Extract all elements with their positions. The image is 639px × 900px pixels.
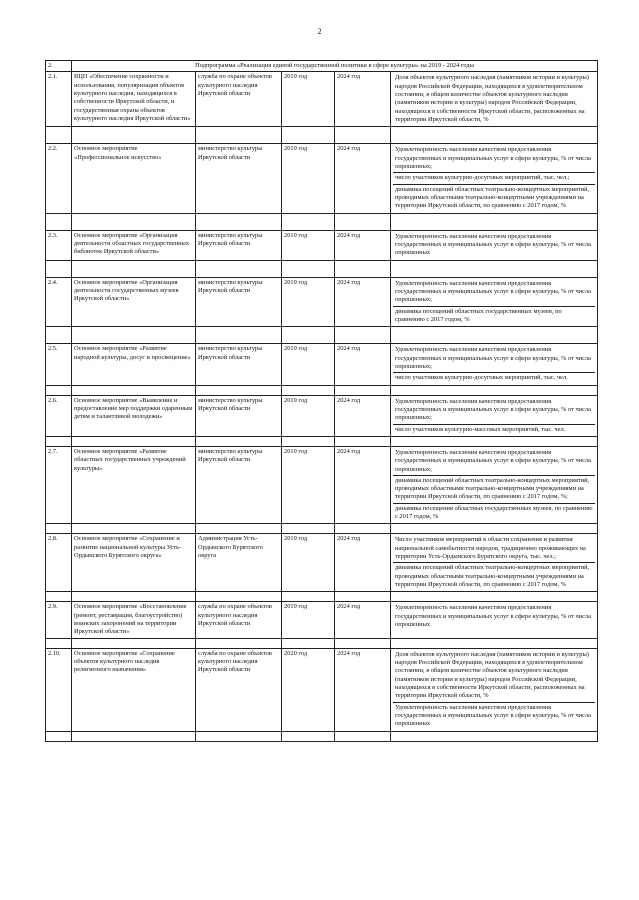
row-number: 2.1. xyxy=(46,72,72,127)
end-year: 2024 год xyxy=(335,648,391,731)
measure-name: Основное мероприятие «Восстановление (ремонт, реставрация, благоустройство) воинских захоронений на территории Иркутской области» xyxy=(72,602,196,638)
indicator-item: динамика посещений областных государственных музеев, по сравнению с 2017 годом, % xyxy=(393,306,595,326)
row-number: 2.3. xyxy=(46,230,72,260)
executor: служба по охране объектов культурного наследия Иркутской области xyxy=(196,72,282,127)
end-year: 2024 год xyxy=(335,277,391,327)
executor: министерство культуры Иркутской области xyxy=(196,230,282,260)
row-number: 2.7. xyxy=(46,446,72,524)
row-number: 2.10. xyxy=(46,648,72,731)
row-spacer xyxy=(46,127,598,144)
indicator-item: число участников культурно-досуговых мероприятий, тыс. чел. xyxy=(393,372,595,383)
indicator-item: Удовлетворенность населения качеством предоставления государственных и муниципальных услуг в сфере культуры, % от числа опрошенных; xyxy=(395,279,591,304)
row-number: 2.2. xyxy=(46,144,72,213)
indicator-item: Удовлетворенность населения качеством предоставления государственных и муниципальных услуг в сфере культуры, % от числа опрошенных xyxy=(393,702,595,730)
row-spacer xyxy=(46,592,598,602)
indicator-item: динамика посещений областных театрально-концертных мероприятий, проводимых областными театрально-концертными учреждениями на территории Иркутской области, по сравнению с 2017 годом, % xyxy=(393,562,595,590)
row-number: 2.8. xyxy=(46,534,72,592)
program-table xyxy=(45,60,598,742)
start-year: 2019 год xyxy=(282,72,335,127)
start-year: 2019 год xyxy=(282,446,335,524)
indicators-cell xyxy=(391,144,598,213)
subprogram-header-row xyxy=(46,61,598,72)
page-number: 2 xyxy=(317,27,322,36)
indicator-item: Удовлетворенность населения качеством предоставления государственных и муниципальных услуг в сфере культуры, % от числа опрошенных; xyxy=(395,448,591,473)
executor: министерство культуры Иркутской области xyxy=(196,344,282,385)
indicator-item: динамика посещения областных государственных музеев, по сравнению с 2017 годом, % xyxy=(393,503,595,523)
measure-name: Основное мероприятие «Организация деятельности областных государственных библиотек Иркутской области» xyxy=(72,230,196,260)
executor: министерство культуры Иркутской области xyxy=(196,395,282,436)
indicators-cell xyxy=(391,446,598,524)
indicator-item: динамика посещений областных театрально-концертных мероприятий, проводимых областными театрально-концертными учреждениями на территории Иркутской области, по сравнению с 2017 годом, % xyxy=(393,184,595,212)
row-spacer xyxy=(46,731,598,741)
start-year: 2019 год xyxy=(282,602,335,638)
start-year: 2019 год xyxy=(282,144,335,213)
executor: министерство культуры Иркутской области xyxy=(196,446,282,524)
row-number: 2.6. xyxy=(46,395,72,436)
indicators-cell xyxy=(391,648,598,731)
end-year: 2024 год xyxy=(335,230,391,260)
indicators-cell xyxy=(391,277,598,327)
executor: министерство культуры Иркутской области xyxy=(196,277,282,327)
measure-name: Основное мероприятие «Профессиональное искусство» xyxy=(72,144,196,213)
indicator-item: Число участников мероприятий в области сохранения и развития национальной самобытности народов, традиционно проживающих на территории Усть-Ордынского Бурятского округа, тыс. чел.; xyxy=(395,536,586,561)
end-year: 2024 год xyxy=(335,395,391,436)
indicator-item: число участников культурно-досуговых мероприятий, тыс. чел.; xyxy=(393,172,595,183)
measure-name: Основное мероприятие «Сохранение и развитие национальной культуры Усть-Ордынского Бурятского округа» xyxy=(72,534,196,592)
start-year: 2019 год xyxy=(282,230,335,260)
indicator-item: Удовлетворенность населения качеством предоставления государственных и муниципальных услуг в сфере культуры, % от числа опрошенных xyxy=(395,604,591,629)
measure-name: Основное мероприятие «Выявление и предоставление мер поддержки одаренным детям и талантливой молодежи» xyxy=(72,395,196,436)
indicators-cell xyxy=(391,534,598,592)
end-year: 2024 год xyxy=(335,602,391,638)
subprogram-number: 2. xyxy=(46,61,72,72)
indicator-item: число участников культурно-массовых мероприятий, тыс. чел. xyxy=(393,424,595,435)
row-spacer xyxy=(46,436,598,446)
row-spacer xyxy=(46,327,598,344)
row-number: 2.9. xyxy=(46,602,72,638)
row-spacer xyxy=(46,638,598,648)
end-year: 2024 год xyxy=(335,446,391,524)
indicators-cell xyxy=(391,344,598,385)
executor: Администрация Усть-Ордынского Бурятского округа xyxy=(196,534,282,592)
row-number: 2.4. xyxy=(46,277,72,327)
indicator-item: Удовлетворенность населения качеством предоставления государственных и муниципальных услуг в сфере культуры, % от числа опрошенных; xyxy=(395,146,591,170)
row-spacer xyxy=(46,260,598,277)
table-row xyxy=(46,648,598,731)
end-year: 2024 год xyxy=(335,144,391,213)
subprogram-title: Подпрограмма «Реализация единой государственной политики в сфере культуры» на 2019 - 2024 годы xyxy=(72,61,598,72)
table-row xyxy=(46,344,598,385)
start-year: 2019 год xyxy=(282,277,335,327)
indicators-cell xyxy=(391,72,598,127)
indicator-item: Удовлетворенность населения качеством предоставления государственных и муниципальных услуг в сфере культуры, % от числа опрошенных xyxy=(395,232,591,257)
start-year: 2019 год xyxy=(282,395,335,436)
indicator-item: Доля объектов культурного наследия (памятников истории и культуры) народов Российской Федерации, находящихся в удовлетворительном состоянии, в общем количестве объектов культурного наследия (памятников истории и культуры) народов Российской Федерации, находящихся в собственности Иркутской области, расположенных на территории Иркутской области, % xyxy=(395,74,589,123)
row-spacer xyxy=(46,385,598,395)
row-number: 2.5. xyxy=(46,344,72,385)
table-row xyxy=(46,230,598,260)
table-row xyxy=(46,446,598,524)
end-year: 2024 год xyxy=(335,344,391,385)
row-spacer xyxy=(46,524,598,534)
row-spacer xyxy=(46,213,598,230)
table-row xyxy=(46,144,598,213)
executor: министерство культуры Иркутской области xyxy=(196,144,282,213)
indicator-item: Удовлетворенность населения качеством предоставления государственных и муниципальных услуг в сфере культуры, % от числа опрошенных; xyxy=(395,397,591,422)
indicators-cell xyxy=(391,230,598,260)
start-year: 2020 год xyxy=(282,648,335,731)
table-row xyxy=(46,395,598,436)
start-year: 2019 год xyxy=(282,534,335,592)
indicator-item: Удовлетворенность населения качеством предоставления государственных и муниципальных услуг в сфере культуры, % от числа опрошенных; xyxy=(395,346,591,370)
table-row xyxy=(46,534,598,592)
measure-name: Основное мероприятие «Развитие областных государственных учреждений культуры» xyxy=(72,446,196,524)
executor: служба по охране объектов культурного наследия Иркутской области xyxy=(196,648,282,731)
start-year: 2019 год xyxy=(282,344,335,385)
indicator-item: Доля объектов культурного наследия (памятников истории и культуры) народов Российской Федерации, находящихся в удовлетворительном состоянии, в общем количестве объектов культурного наследия (памятников истории и культуры) народов Российской Федерации, находящихся в собственности Иркутской области, расположенных на территории Иркутской области, % xyxy=(395,650,589,700)
indicator-item: динамика посещений областных театрально-концертных мероприятий, проводимых областными театрально-концертными учреждениями на территории Иркутской области, по сравнению с 2017 годом, %; xyxy=(393,475,595,503)
measure-name: ВЦП «Обеспечение сохранности и использования, популяризация объектов культурного наследия, находящихся в собственности Иркутской области, и государственная охрана объектов культурного наследия Иркутской области» xyxy=(72,72,196,127)
measure-name: Основное мероприятие «Развитие народной культуры, досуг и просвещение» xyxy=(72,344,196,385)
indicators-cell xyxy=(391,395,598,436)
table-row xyxy=(46,277,598,327)
table-row xyxy=(46,72,598,127)
end-year: 2024 год xyxy=(335,534,391,592)
table-row xyxy=(46,602,598,638)
measure-name: Основное мероприятие «Сохранение объектов культурного наследия религиозного назначения» xyxy=(72,648,196,731)
indicators-cell xyxy=(391,602,598,638)
executor: служба по охране объектов культурного наследия Иркутской области xyxy=(196,602,282,638)
end-year: 2024 год xyxy=(335,72,391,127)
measure-name: Основное мероприятие «Организация деятельности государственных музеев Иркутской области» xyxy=(72,277,196,327)
